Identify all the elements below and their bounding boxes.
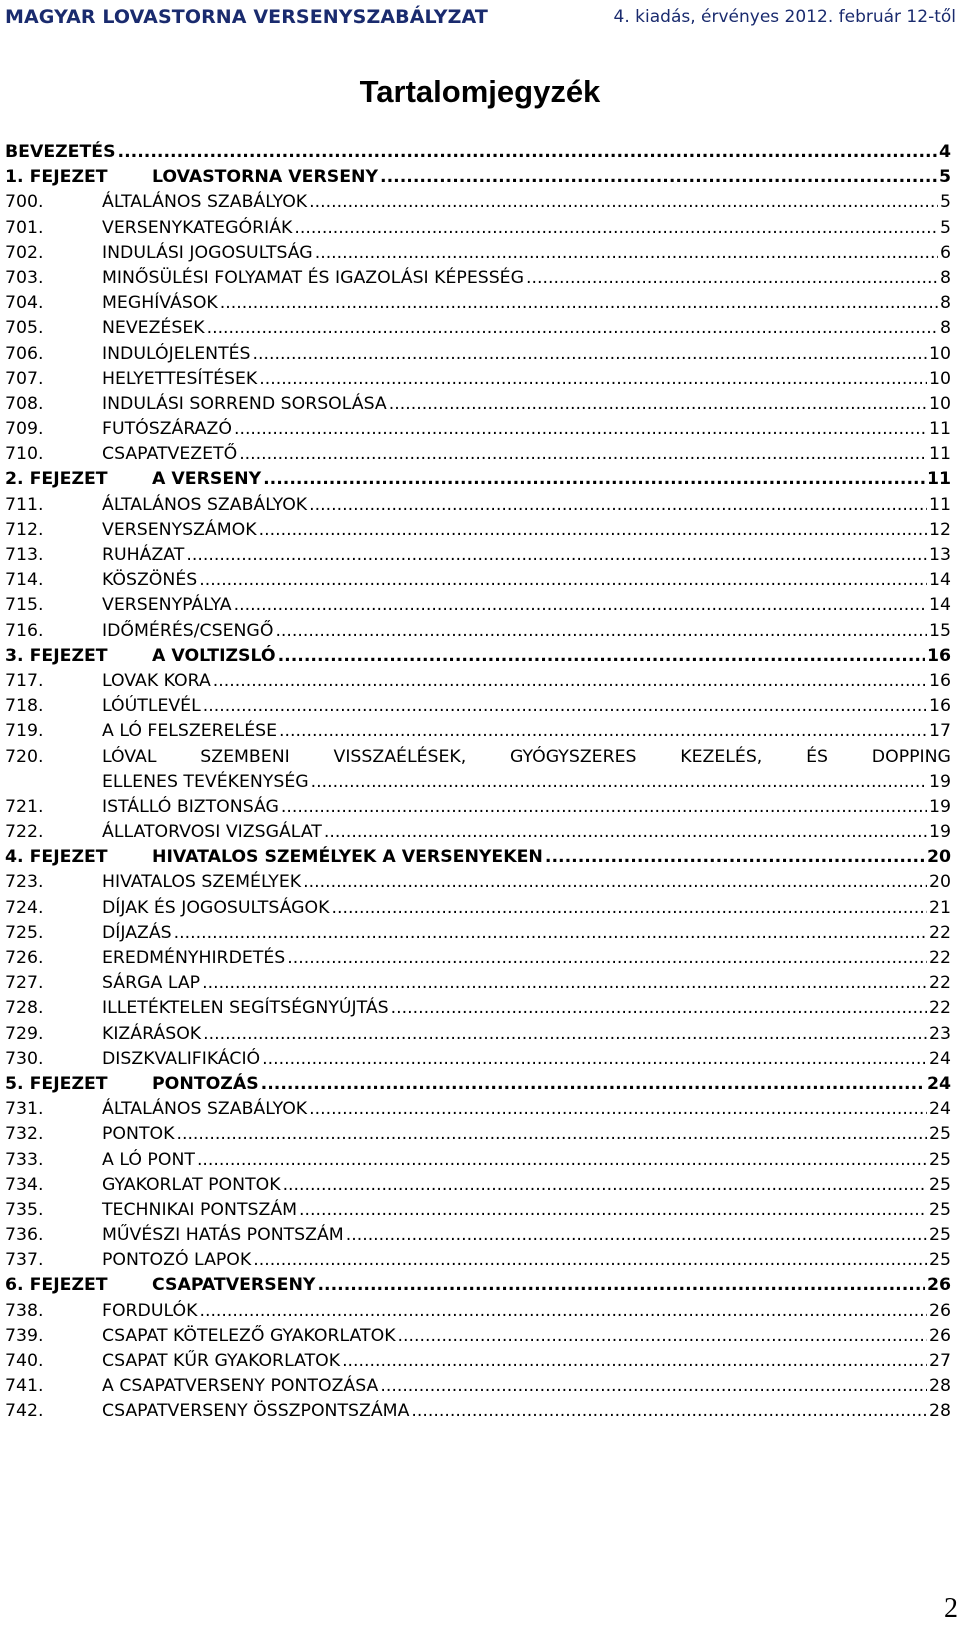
toc-entry-701[interactable] <box>5 216 955 241</box>
toc-label: ÁLTALÁNOS SZABÁLYOK <box>102 1099 308 1120</box>
dot-leader <box>398 1324 927 1349</box>
toc-entry-707[interactable] <box>5 367 955 392</box>
toc-page: 19 <box>929 796 951 817</box>
toc-number: 716. <box>5 620 44 641</box>
toc-page: 11 <box>929 444 951 465</box>
toc-entry-711[interactable] <box>5 493 955 518</box>
toc-page: 22 <box>929 973 951 994</box>
toc-number: 708. <box>5 393 44 414</box>
table-of-contents <box>5 140 955 1425</box>
toc-entry-725[interactable] <box>5 921 955 946</box>
toc-page: 16 <box>926 645 951 666</box>
toc-label: CSAPAT KŰR GYAKORLATOK <box>102 1351 341 1371</box>
toc-page: 26 <box>929 1325 951 1346</box>
toc-page: 27 <box>929 1351 951 1371</box>
toc-number: 726. <box>5 948 44 968</box>
dot-leader <box>309 1097 927 1122</box>
toc-label: HIVATALOS SZEMÉLYEK <box>102 872 302 893</box>
toc-page: 24 <box>926 1073 951 1094</box>
toc-entry-734[interactable] <box>5 1173 955 1198</box>
toc-entry-708[interactable] <box>5 392 955 417</box>
toc-number: 728. <box>5 998 44 1019</box>
toc-entry-737[interactable] <box>5 1248 955 1273</box>
toc-word: KEZELÉS, <box>680 746 763 767</box>
document-title: MAGYAR LOVASTORNA VERSENYSZABÁLYZAT <box>5 6 488 28</box>
dot-leader <box>287 946 927 971</box>
toc-entry-720-continued[interactable] <box>5 770 955 795</box>
dot-leader <box>389 392 927 417</box>
toc-chapter-3[interactable] <box>5 644 955 669</box>
toc-label: A LÓ PONT <box>102 1149 195 1170</box>
toc-label: A CSAPATVERSENY PONTOZÁSA <box>102 1376 379 1397</box>
toc-label: FORDULÓK <box>102 1300 198 1321</box>
toc-page: 20 <box>926 847 951 868</box>
dot-leader <box>263 467 925 492</box>
toc-entry-712[interactable] <box>5 518 955 543</box>
toc-entry-703[interactable] <box>5 266 955 291</box>
dot-leader <box>411 1399 927 1424</box>
toc-entry-735[interactable] <box>5 1198 955 1223</box>
toc-label: ÁLLATORVOSI VIZSGÁLAT <box>102 822 322 843</box>
toc-label: KIZÁRÁSOK <box>102 1023 202 1044</box>
toc-number: 701. <box>5 217 44 238</box>
toc-number: 700. <box>5 192 44 213</box>
toc-number: 704. <box>5 293 44 314</box>
toc-page: 10 <box>929 343 951 364</box>
toc-page: 5 <box>938 167 951 188</box>
dot-leader <box>311 770 927 795</box>
dot-leader <box>186 543 927 568</box>
toc-page: 20 <box>929 872 951 893</box>
toc-number: 732. <box>5 1124 44 1145</box>
toc-label: DÍJAK ÉS JOGOSULTSÁGOK <box>102 897 330 918</box>
toc-number: 735. <box>5 1199 44 1220</box>
toc-label: GYAKORLAT PONTOK <box>102 1174 281 1195</box>
toc-number: 703. <box>5 267 44 288</box>
toc-label: DISZKVALIFIKÁCIÓ <box>102 1048 261 1069</box>
dot-leader <box>203 1022 927 1047</box>
dot-leader <box>346 1223 927 1248</box>
toc-number: 714. <box>5 570 44 591</box>
toc-page: 14 <box>929 595 951 616</box>
toc-page: 8 <box>940 318 951 339</box>
toc-entry-736[interactable] <box>5 1223 955 1248</box>
toc-entry-722[interactable] <box>5 820 955 845</box>
toc-entry-700[interactable] <box>5 190 955 215</box>
toc-label: PONTOZÁS <box>152 1073 259 1094</box>
toc-entry-727[interactable] <box>5 971 955 996</box>
toc-page: 22 <box>929 948 951 968</box>
toc-number: 706. <box>5 343 44 364</box>
toc-number: 702. <box>5 242 44 263</box>
toc-label: LÓÚTLEVÉL <box>102 696 201 717</box>
toc-entry-706[interactable] <box>5 342 955 367</box>
toc-number: 723. <box>5 872 44 893</box>
dot-leader <box>118 140 937 165</box>
toc-label: ELLENES TEVÉKENYSÉG <box>102 771 309 792</box>
dot-leader <box>203 694 927 719</box>
dot-leader <box>174 921 927 946</box>
toc-page: 25 <box>929 1149 951 1170</box>
toc-chapter-2[interactable] <box>5 467 955 492</box>
toc-number: 736. <box>5 1225 44 1246</box>
toc-number: 722. <box>5 822 44 843</box>
dot-leader <box>261 1072 925 1097</box>
toc-number: 724. <box>5 897 44 918</box>
dot-leader <box>259 518 927 543</box>
dot-leader <box>234 417 927 442</box>
toc-page: 26 <box>929 1300 951 1321</box>
toc-label: HELYETTESÍTÉSEK <box>102 368 258 389</box>
dot-leader <box>380 1374 927 1399</box>
toc-page: 25 <box>929 1174 951 1195</box>
dot-leader <box>281 795 927 820</box>
toc-label: DÍJAZÁS <box>102 922 172 943</box>
toc-label: INDULÁSI SORREND SORSOLÁSA <box>102 393 387 414</box>
toc-entry-730[interactable] <box>5 1047 955 1072</box>
dot-leader <box>283 1173 927 1198</box>
toc-number: 719. <box>5 721 44 742</box>
toc-entry-709[interactable] <box>5 417 955 442</box>
toc-entry-729[interactable] <box>5 1022 955 1047</box>
toc-label: HIVATALOS SZEMÉLYEK A VERSENYEKEN <box>152 847 543 868</box>
dot-leader <box>526 266 938 291</box>
toc-label: SÁRGA LAP <box>102 973 201 994</box>
toc-page: 8 <box>940 267 951 288</box>
toc-entry-715[interactable] <box>5 593 955 618</box>
toc-page: 21 <box>929 897 951 918</box>
toc-number: 710. <box>5 444 44 465</box>
toc-number: 730. <box>5 1048 44 1069</box>
page-header <box>0 0 960 34</box>
dot-leader <box>294 216 938 241</box>
toc-chapter-6[interactable] <box>5 1273 955 1298</box>
toc-page: 16 <box>929 696 951 717</box>
toc-number: 740. <box>5 1351 44 1371</box>
toc-label: IDŐMÉRÉS/CSENGŐ <box>102 620 274 641</box>
toc-label: MEGHÍVÁSOK <box>102 293 218 314</box>
toc-page: 5 <box>940 217 951 238</box>
toc-label: KÖSZÖNÉS <box>102 570 198 591</box>
toc-page: 23 <box>929 1023 951 1044</box>
toc-label: ÁLTALÁNOS SZABÁLYOK <box>102 494 308 515</box>
dot-leader <box>299 1198 927 1223</box>
toc-number: 739. <box>5 1325 44 1346</box>
toc-entry-721[interactable] <box>5 795 955 820</box>
toc-chapter-5[interactable] <box>5 1072 955 1097</box>
toc-entry-741[interactable] <box>5 1374 955 1399</box>
toc-label: BEVEZETÉS <box>5 142 116 162</box>
toc-entry-710[interactable] <box>5 442 955 467</box>
dot-leader <box>253 1248 927 1273</box>
toc-label: LOVAK KORA <box>102 670 211 691</box>
dot-leader <box>317 1273 925 1298</box>
toc-label: VERSENYKATEGÓRIÁK <box>102 217 293 238</box>
toc-label: CSAPATVERSENY <box>152 1275 316 1296</box>
toc-entry-713[interactable] <box>5 543 955 568</box>
toc-label: PONTOK <box>102 1124 175 1145</box>
dot-leader <box>207 316 938 341</box>
toc-entry-723[interactable] <box>5 870 955 895</box>
dot-leader <box>278 644 925 669</box>
dot-leader <box>199 568 927 593</box>
toc-entry-738[interactable] <box>5 1299 955 1324</box>
toc-label: MŰVÉSZI HATÁS PONTSZÁM <box>102 1225 344 1246</box>
toc-word: LÓVAL <box>102 746 157 767</box>
toc-number: 707. <box>5 368 44 389</box>
toc-word: GYÓGYSZERES <box>510 746 637 767</box>
toc-number: 705. <box>5 318 44 339</box>
toc-page: 25 <box>929 1225 951 1246</box>
dot-leader <box>309 190 938 215</box>
toc-number: 737. <box>5 1250 44 1271</box>
dot-leader <box>315 241 938 266</box>
dot-leader <box>202 971 927 996</box>
toc-page: 19 <box>929 822 951 843</box>
toc-number: 715. <box>5 595 44 616</box>
toc-entry-742[interactable] <box>5 1399 955 1424</box>
toc-page: 25 <box>929 1124 951 1145</box>
toc-heading: Tartalomjegyzék <box>359 74 601 109</box>
toc-page: 16 <box>929 670 951 691</box>
toc-number: 3. FEJEZET <box>5 645 108 666</box>
toc-number: 709. <box>5 419 44 440</box>
toc-label: ISTÁLLÓ BIZTONSÁG <box>102 796 279 817</box>
toc-page: 17 <box>929 721 951 742</box>
toc-label: VERSENYSZÁMOK <box>102 519 257 540</box>
toc-label: CSAPAT KÖTELEZŐ GYAKORLATOK <box>102 1325 396 1346</box>
toc-page: 19 <box>929 771 951 792</box>
toc-number: 718. <box>5 696 44 717</box>
dot-leader <box>253 342 927 367</box>
toc-number: 720. <box>5 746 44 767</box>
dot-leader <box>234 593 927 618</box>
toc-label: ILLETÉKTELEN SEGÍTSÉGNYÚJTÁS <box>102 998 389 1019</box>
toc-number: 742. <box>5 1401 44 1422</box>
toc-number: 6. FEJEZET <box>5 1275 108 1296</box>
toc-label: PONTOZÓ LAPOK <box>102 1250 252 1271</box>
toc-entry-intro[interactable] <box>5 140 955 165</box>
toc-entry-732[interactable] <box>5 1122 955 1147</box>
toc-number: 717. <box>5 670 44 691</box>
toc-word: VISSZAÉLÉSEK, <box>333 746 467 767</box>
toc-label: A VERSENY <box>152 469 262 490</box>
toc-page: 14 <box>929 570 951 591</box>
toc-page: 24 <box>929 1099 951 1120</box>
toc-page: 8 <box>940 293 951 314</box>
toc-entry-704[interactable] <box>5 291 955 316</box>
toc-page: 11 <box>929 419 951 440</box>
dot-leader <box>176 1122 927 1147</box>
toc-number: 741. <box>5 1376 44 1397</box>
toc-word: DOPPING <box>871 746 951 767</box>
toc-word: ÉS <box>806 746 828 767</box>
toc-page: 4 <box>938 142 951 162</box>
toc-number: 4. FEJEZET <box>5 847 108 868</box>
toc-label: TECHNIKAI PONTSZÁM <box>102 1199 298 1220</box>
toc-entry-728[interactable] <box>5 996 955 1021</box>
toc-chapter-4[interactable] <box>5 845 955 870</box>
toc-page: 25 <box>929 1199 951 1220</box>
toc-page: 11 <box>929 494 951 515</box>
dot-leader <box>324 820 927 845</box>
toc-number: 712. <box>5 519 44 540</box>
toc-label: CSAPATVEZETŐ <box>102 444 238 465</box>
toc-entry-720[interactable] <box>5 745 955 770</box>
toc-page: 10 <box>929 393 951 414</box>
toc-label: NEVEZÉSEK <box>102 318 205 339</box>
toc-page: 26 <box>926 1275 951 1296</box>
dot-leader <box>279 719 927 744</box>
toc-entry-702[interactable] <box>5 241 955 266</box>
toc-entry-726[interactable] <box>5 946 955 971</box>
toc-entry-716[interactable] <box>5 619 955 644</box>
toc-entry-733[interactable] <box>5 1148 955 1173</box>
toc-entry-717[interactable] <box>5 669 955 694</box>
toc-page: 12 <box>929 519 951 540</box>
toc-page: 10 <box>929 368 951 389</box>
page-number: 2 <box>944 1593 958 1624</box>
toc-entry-719[interactable] <box>5 719 955 744</box>
dot-leader <box>197 1148 927 1173</box>
dot-leader <box>239 442 927 467</box>
toc-page: 28 <box>929 1401 951 1422</box>
toc-number: 731. <box>5 1099 44 1120</box>
dot-leader <box>220 291 938 316</box>
toc-number: 738. <box>5 1300 44 1321</box>
toc-label <box>102 745 951 770</box>
toc-number: 713. <box>5 545 44 565</box>
toc-number: 729. <box>5 1023 44 1044</box>
dot-leader <box>275 619 927 644</box>
toc-label: FUTÓSZÁRAZÓ <box>102 419 232 440</box>
dot-leader <box>199 1299 927 1324</box>
dot-leader <box>213 669 927 694</box>
edition-info: 4. kiadás, érvényes 2012. február 12-től <box>613 7 956 27</box>
toc-entry-740[interactable] <box>5 1349 955 1374</box>
toc-entry-714[interactable] <box>5 568 955 593</box>
toc-label: EREDMÉNYHIRDETÉS <box>102 948 286 968</box>
toc-page: 25 <box>929 1250 951 1271</box>
toc-entry-724[interactable] <box>5 896 955 921</box>
toc-label: MINŐSÜLÉSI FOLYAMAT ÉS IGAZOLÁSI KÉPESSÉG <box>102 267 524 288</box>
toc-label: INDULÓJELENTÉS <box>102 343 251 364</box>
toc-entry-731[interactable] <box>5 1097 955 1122</box>
toc-page: 11 <box>926 469 951 490</box>
toc-page: 15 <box>929 620 951 641</box>
dot-leader <box>545 845 925 870</box>
toc-entry-718[interactable] <box>5 694 955 719</box>
toc-number: 734. <box>5 1174 44 1195</box>
toc-page: 22 <box>929 998 951 1019</box>
toc-page: 13 <box>929 545 951 565</box>
toc-label: A VOLTIZSLÓ <box>152 645 276 666</box>
toc-entry-705[interactable] <box>5 316 955 341</box>
toc-label: VERSENYPÁLYA <box>102 595 232 616</box>
toc-number: 727. <box>5 973 44 994</box>
dot-leader <box>380 165 937 190</box>
toc-page: 5 <box>940 192 951 213</box>
dot-leader <box>309 493 927 518</box>
toc-page: 6 <box>940 242 951 263</box>
toc-number: 5. FEJEZET <box>5 1073 108 1094</box>
toc-number: 725. <box>5 922 44 943</box>
toc-label: LOVASTORNA VERSENY <box>152 167 378 188</box>
toc-page: 24 <box>929 1048 951 1069</box>
dot-leader <box>342 1349 927 1374</box>
toc-label: A LÓ FELSZERELÉSE <box>102 721 277 742</box>
dot-leader <box>259 367 927 392</box>
toc-label: CSAPATVERSENY ÖSSZPONTSZÁMA <box>102 1401 410 1422</box>
toc-number: 721. <box>5 796 44 817</box>
dot-leader <box>391 996 927 1021</box>
toc-number: 2. FEJEZET <box>5 469 108 490</box>
dot-leader <box>262 1047 927 1072</box>
toc-label: INDULÁSI JOGOSULTSÁG <box>102 242 313 263</box>
dot-leader <box>303 870 927 895</box>
toc-number: 711. <box>5 494 44 515</box>
toc-label: ÁLTALÁNOS SZABÁLYOK <box>102 192 308 213</box>
toc-chapter-1[interactable] <box>5 165 955 190</box>
toc-label: RUHÁZAT <box>102 545 185 565</box>
toc-page: 28 <box>929 1376 951 1397</box>
toc-word: SZEMBENI <box>200 746 290 767</box>
toc-number: 733. <box>5 1149 44 1170</box>
toc-page: 22 <box>929 922 951 943</box>
toc-entry-739[interactable] <box>5 1324 955 1349</box>
dot-leader <box>331 896 927 921</box>
toc-number: 1. FEJEZET <box>5 167 108 188</box>
